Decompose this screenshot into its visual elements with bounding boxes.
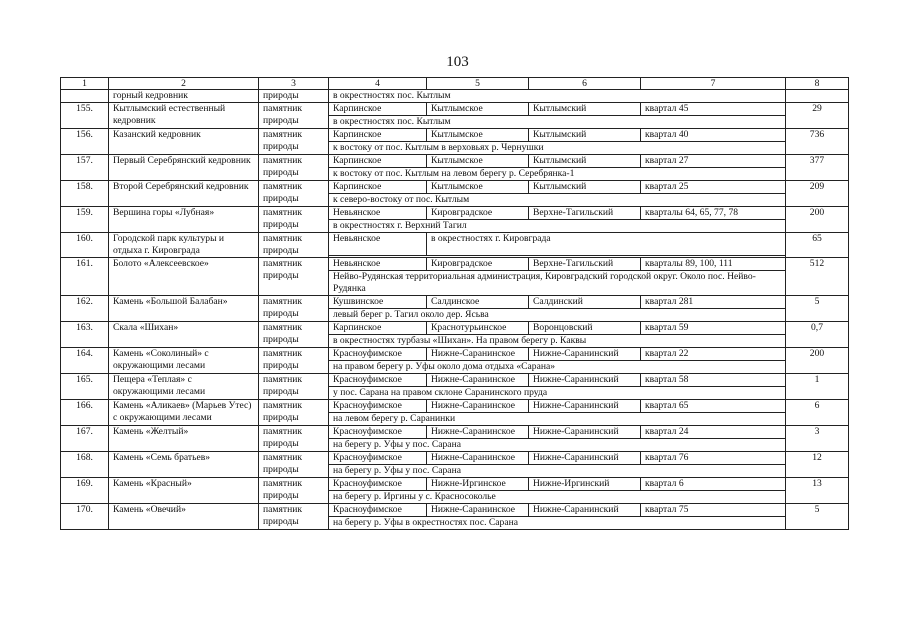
- category: памятник природы: [259, 181, 329, 207]
- district: Карпинское: [329, 103, 427, 116]
- category: памятник природы: [259, 478, 329, 504]
- object-name: Камень «Соколиный» с окружающими лесами: [109, 348, 259, 374]
- object-name: Вершина горы «Лубная»: [109, 207, 259, 233]
- object-name: Камень «Аликаев» (Марьев Утес) с окружающими лесами: [109, 400, 259, 426]
- row-number: 170.: [61, 504, 109, 530]
- quarter: квартал 65: [641, 400, 786, 413]
- page-number: 103: [446, 54, 469, 70]
- forestry: Кировградское: [427, 207, 529, 220]
- district: Красноуфимское: [329, 426, 427, 439]
- quarter: квартал 59: [641, 322, 786, 335]
- area: 5: [786, 504, 849, 530]
- table-row: [61, 426, 849, 439]
- quarter: квартал 25: [641, 181, 786, 194]
- location: на левом берегу р. Саранинки: [329, 413, 786, 426]
- quarter: квартал 45: [641, 103, 786, 116]
- object-name: Второй Серебрянский кедровник: [109, 181, 259, 207]
- district: Красноуфимское: [329, 504, 427, 517]
- column-number: 6: [529, 78, 641, 90]
- location: Нейво-Рудянская территориальная администрация, Кировградский городской округ. Около пос. Нейво-Рудянка: [329, 271, 786, 296]
- row-number: 159.: [61, 207, 109, 233]
- area: 200: [786, 207, 849, 233]
- location: у пос. Сарана на правом склоне Саранинского пруда: [329, 387, 786, 400]
- location: к северо-востоку от пос. Кытлым: [329, 194, 786, 207]
- row-number: 161.: [61, 258, 109, 296]
- object-name: Камень «Желтый»: [109, 426, 259, 452]
- column-number: 5: [427, 78, 529, 90]
- column-number-row: [61, 78, 849, 90]
- area: 512: [786, 258, 849, 296]
- object-name: Казанский кедровник: [109, 129, 259, 155]
- location: в окрестностях г. Верхний Тагил: [329, 220, 786, 233]
- district: Невьянское: [329, 258, 427, 271]
- category: памятник природы: [259, 348, 329, 374]
- table-row: [61, 322, 849, 335]
- district: Красноуфимское: [329, 400, 427, 413]
- location: левый берег р. Тагил около дер. Ясьва: [329, 309, 786, 322]
- area: [786, 90, 849, 103]
- area: 3: [786, 426, 849, 452]
- area: 5: [786, 296, 849, 322]
- quarter: квартал 58: [641, 374, 786, 387]
- object-name: Камень «Большой Балабан»: [109, 296, 259, 322]
- table-row: [61, 452, 849, 465]
- forestry: Кытлымское: [427, 103, 529, 116]
- row-number: 162.: [61, 296, 109, 322]
- quarter: квартал 40: [641, 129, 786, 142]
- forestry-division: Нижне-Саранинский: [529, 426, 641, 439]
- district: Невьянское: [329, 207, 427, 220]
- location: на берегу р. Иргины у с. Красносоколье: [329, 491, 786, 504]
- object-name: Пещера «Теплая» с окружающими лесами: [109, 374, 259, 400]
- forestry-division: Верхне-Тагильский: [529, 207, 641, 220]
- forestry-division: Воронцовский: [529, 322, 641, 335]
- table-row: [61, 374, 849, 387]
- object-name: Камень «Красный»: [109, 478, 259, 504]
- category: памятник природы: [259, 322, 329, 348]
- column-number: 4: [329, 78, 427, 90]
- row-number: 157.: [61, 155, 109, 181]
- table-row: [61, 258, 849, 271]
- district: Кушвинское: [329, 296, 427, 309]
- quarter: квартал 281: [641, 296, 786, 309]
- forestry: Нижне-Саранинское: [427, 504, 529, 517]
- district: Карпинское: [329, 155, 427, 168]
- table-row: [61, 348, 849, 361]
- location: в окрестностях пос. Кытлым: [329, 116, 786, 129]
- forestry-division: Нижне-Иргинский: [529, 478, 641, 491]
- row-number: [61, 90, 109, 103]
- table-row: [61, 504, 849, 517]
- table-row: [61, 400, 849, 413]
- area: 12: [786, 452, 849, 478]
- category: памятник природы: [259, 452, 329, 478]
- object-name: Болото «Алексеевское»: [109, 258, 259, 296]
- table-row: [61, 296, 849, 309]
- forestry: Нижне-Саранинское: [427, 374, 529, 387]
- forestry-division: Верхне-Тагильский: [529, 258, 641, 271]
- area: 65: [786, 233, 849, 258]
- table-row: [61, 129, 849, 142]
- forestry: Кытлымское: [427, 129, 529, 142]
- forestry-division: Нижне-Саранинский: [529, 452, 641, 465]
- forestry: Нижне-Саранинское: [427, 348, 529, 361]
- row-number: 167.: [61, 426, 109, 452]
- row-number: 168.: [61, 452, 109, 478]
- district: Красноуфимское: [329, 452, 427, 465]
- forestry: Нижне-Саранинское: [427, 400, 529, 413]
- continuation-row: [61, 90, 849, 103]
- district: Невьянское: [329, 233, 427, 256]
- location: в окрестностях пос. Кытлым: [329, 90, 786, 103]
- forestry: Кытлымское: [427, 155, 529, 168]
- district: Карпинское: [329, 322, 427, 335]
- row-number: 158.: [61, 181, 109, 207]
- row-number: 166.: [61, 400, 109, 426]
- category: памятник природы: [259, 400, 329, 426]
- row-number: 163.: [61, 322, 109, 348]
- object-name: горный кедровник: [109, 90, 259, 103]
- category: памятник природы: [259, 155, 329, 181]
- location: в окрестностях г. Кировграда: [427, 233, 786, 256]
- forestry-division: Кытлымский: [529, 155, 641, 168]
- quarter: квартал 24: [641, 426, 786, 439]
- location: на берегу р. Уфы у пос. Сарана: [329, 439, 786, 452]
- row-number: 160.: [61, 233, 109, 258]
- quarter: квартал 22: [641, 348, 786, 361]
- quarter: квартал 76: [641, 452, 786, 465]
- column-number: 1: [61, 78, 109, 90]
- object-name: Камень «Овечий»: [109, 504, 259, 530]
- quarter: кварталы 64, 65, 77, 78: [641, 207, 786, 220]
- category: памятник природы: [259, 504, 329, 530]
- object-name: Кытлымский естественный кедровник: [109, 103, 259, 129]
- object-name: Городской парк культуры и отдыха г. Кировграда: [109, 233, 259, 258]
- row-number: 156.: [61, 129, 109, 155]
- row-number: 165.: [61, 374, 109, 400]
- protected-areas-table: [60, 77, 849, 530]
- row-number: 155.: [61, 103, 109, 129]
- table-row: [61, 155, 849, 168]
- forestry-division: Нижне-Саранинский: [529, 504, 641, 517]
- district: Красноуфимское: [329, 478, 427, 491]
- forestry: Нижне-Саранинское: [427, 452, 529, 465]
- column-number: 8: [786, 78, 849, 90]
- forestry: Краснотурьинское: [427, 322, 529, 335]
- forestry-division: Нижне-Саранинский: [529, 348, 641, 361]
- column-number: 2: [109, 78, 259, 90]
- category: природы: [259, 90, 329, 103]
- category: памятник природы: [259, 296, 329, 322]
- quarter: кварталы 89, 100, 111: [641, 258, 786, 271]
- row-number: 169.: [61, 478, 109, 504]
- category: памятник природы: [259, 129, 329, 155]
- table-row: [61, 181, 849, 194]
- location: на берегу р. Уфы в окрестностях пос. Сарана: [329, 517, 786, 530]
- row-number: 164.: [61, 348, 109, 374]
- column-number: 7: [641, 78, 786, 90]
- table-body: [61, 78, 849, 530]
- area: 736: [786, 129, 849, 155]
- area: 200: [786, 348, 849, 374]
- forestry-division: Кытлымский: [529, 103, 641, 116]
- forestry-division: Нижне-Саранинский: [529, 374, 641, 387]
- category: памятник природы: [259, 258, 329, 296]
- area: 209: [786, 181, 849, 207]
- area: 377: [786, 155, 849, 181]
- forestry-division: Кытлымский: [529, 181, 641, 194]
- table-row: [61, 103, 849, 116]
- forestry-division: Салдинский: [529, 296, 641, 309]
- forestry: Салдинское: [427, 296, 529, 309]
- forestry: Нижне-Иргинское: [427, 478, 529, 491]
- area: 29: [786, 103, 849, 129]
- forestry-division: Нижне-Саранинский: [529, 400, 641, 413]
- category: памятник природы: [259, 426, 329, 452]
- category: памятник природы: [259, 207, 329, 233]
- table-row: [61, 233, 849, 256]
- location: в окрестностях турбазы «Шихан». На правом берегу р. Каквы: [329, 335, 786, 348]
- area: 6: [786, 400, 849, 426]
- area: 1: [786, 374, 849, 400]
- district: Красноуфимское: [329, 348, 427, 361]
- forestry: Нижне-Саранинское: [427, 426, 529, 439]
- forestry-division: Кытлымский: [529, 129, 641, 142]
- table-row: [61, 478, 849, 491]
- table-row: [61, 207, 849, 220]
- location: на берегу р. Уфы у пос. Сарана: [329, 465, 786, 478]
- category: памятник природы: [259, 233, 329, 258]
- category: памятник природы: [259, 374, 329, 400]
- quarter: квартал 27: [641, 155, 786, 168]
- object-name: Скала «Шихан»: [109, 322, 259, 348]
- district: Красноуфимское: [329, 374, 427, 387]
- location: к востоку от пос. Кытлым в верховьях р. Чернушки: [329, 142, 786, 155]
- quarter: квартал 75: [641, 504, 786, 517]
- forestry: Кировградское: [427, 258, 529, 271]
- object-name: Камень «Семь братьев»: [109, 452, 259, 478]
- column-number: 3: [259, 78, 329, 90]
- object-name: Первый Серебрянский кедровник: [109, 155, 259, 181]
- forestry: Кытлымское: [427, 181, 529, 194]
- district: Карпинское: [329, 181, 427, 194]
- area: 13: [786, 478, 849, 504]
- location: к востоку от пос. Кытлым на левом берегу р. Серебрянка-1: [329, 168, 786, 181]
- category: памятник природы: [259, 103, 329, 129]
- area: 0,7: [786, 322, 849, 348]
- quarter: квартал 6: [641, 478, 786, 491]
- location: на правом берегу р. Уфы около дома отдыха «Сарана»: [329, 361, 786, 374]
- district: Карпинское: [329, 129, 427, 142]
